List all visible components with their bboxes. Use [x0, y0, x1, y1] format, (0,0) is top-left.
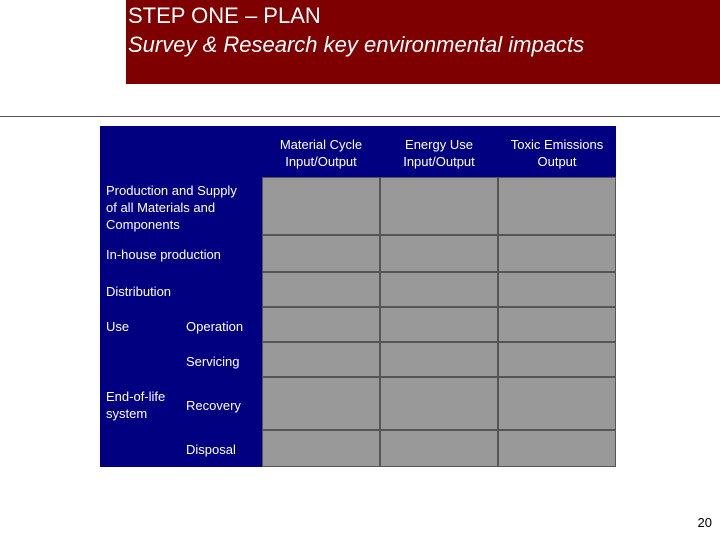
cell-distribution-toxic: [498, 272, 616, 307]
cell-production-toxic: [498, 177, 616, 235]
row-label-distribution: Distribution: [106, 284, 172, 299]
cell-disposal-material: [262, 430, 380, 467]
row-label-production-line3: Components: [106, 217, 180, 232]
cell-operation-energy: [380, 307, 498, 342]
impact-matrix: [100, 126, 616, 467]
row-label-eol-line1: End-of-life: [106, 389, 166, 404]
cell-recovery-energy: [380, 377, 498, 430]
row-label-recovery: Recovery: [186, 398, 241, 413]
cell-operation-material: [262, 307, 380, 342]
row-label-use: Use: [106, 319, 130, 334]
cell-servicing-material: [262, 342, 380, 377]
title-bar: [126, 0, 720, 84]
row-label-disposal: Disposal: [186, 442, 236, 457]
cell-inhouse-energy: [380, 235, 498, 272]
row-label-eol: [106, 388, 165, 422]
cell-recovery-material: [262, 377, 380, 430]
slide-title: STEP ONE – PLAN: [128, 3, 321, 28]
cell-production-material: [262, 177, 380, 235]
column-header-material-line2: Input/Output: [285, 154, 357, 169]
cell-servicing-energy: [380, 342, 498, 377]
row-label-eol-line2: system: [106, 406, 148, 421]
column-header-energy: [380, 136, 498, 170]
column-header-toxic-line2: Output: [537, 154, 577, 169]
column-header-toxic-line1: Toxic Emissions: [510, 137, 604, 152]
row-label-inhouse: In-house production: [106, 247, 221, 262]
page-number: 20: [697, 515, 712, 530]
cell-distribution-energy: [380, 272, 498, 307]
column-header-energy-line2: Input/Output: [403, 154, 475, 169]
cell-distribution-material: [262, 272, 380, 307]
cell-disposal-energy: [380, 430, 498, 467]
column-header-material-line1: Material Cycle: [279, 137, 363, 152]
cell-operation-toxic: [498, 307, 616, 342]
column-header-toxic: [498, 136, 616, 170]
cell-inhouse-material: [262, 235, 380, 272]
row-label-production: [106, 182, 237, 233]
cell-recovery-toxic: [498, 377, 616, 430]
row-label-servicing: Servicing: [186, 354, 240, 369]
slide-subtitle: Survey & Research key environmental impacts: [128, 32, 585, 57]
row-label-production-line1: Production and Supply: [106, 183, 237, 198]
row-label-production-line2: of all Materials and: [106, 200, 216, 215]
column-header-energy-line1: Energy Use: [405, 137, 473, 152]
row-label-operation: Operation: [186, 319, 244, 334]
cell-servicing-toxic: [498, 342, 616, 377]
cell-production-energy: [380, 177, 498, 235]
cell-inhouse-toxic: [498, 235, 616, 272]
cell-disposal-toxic: [498, 430, 616, 467]
divider-line: [0, 116, 720, 117]
column-header-material: [262, 136, 380, 170]
